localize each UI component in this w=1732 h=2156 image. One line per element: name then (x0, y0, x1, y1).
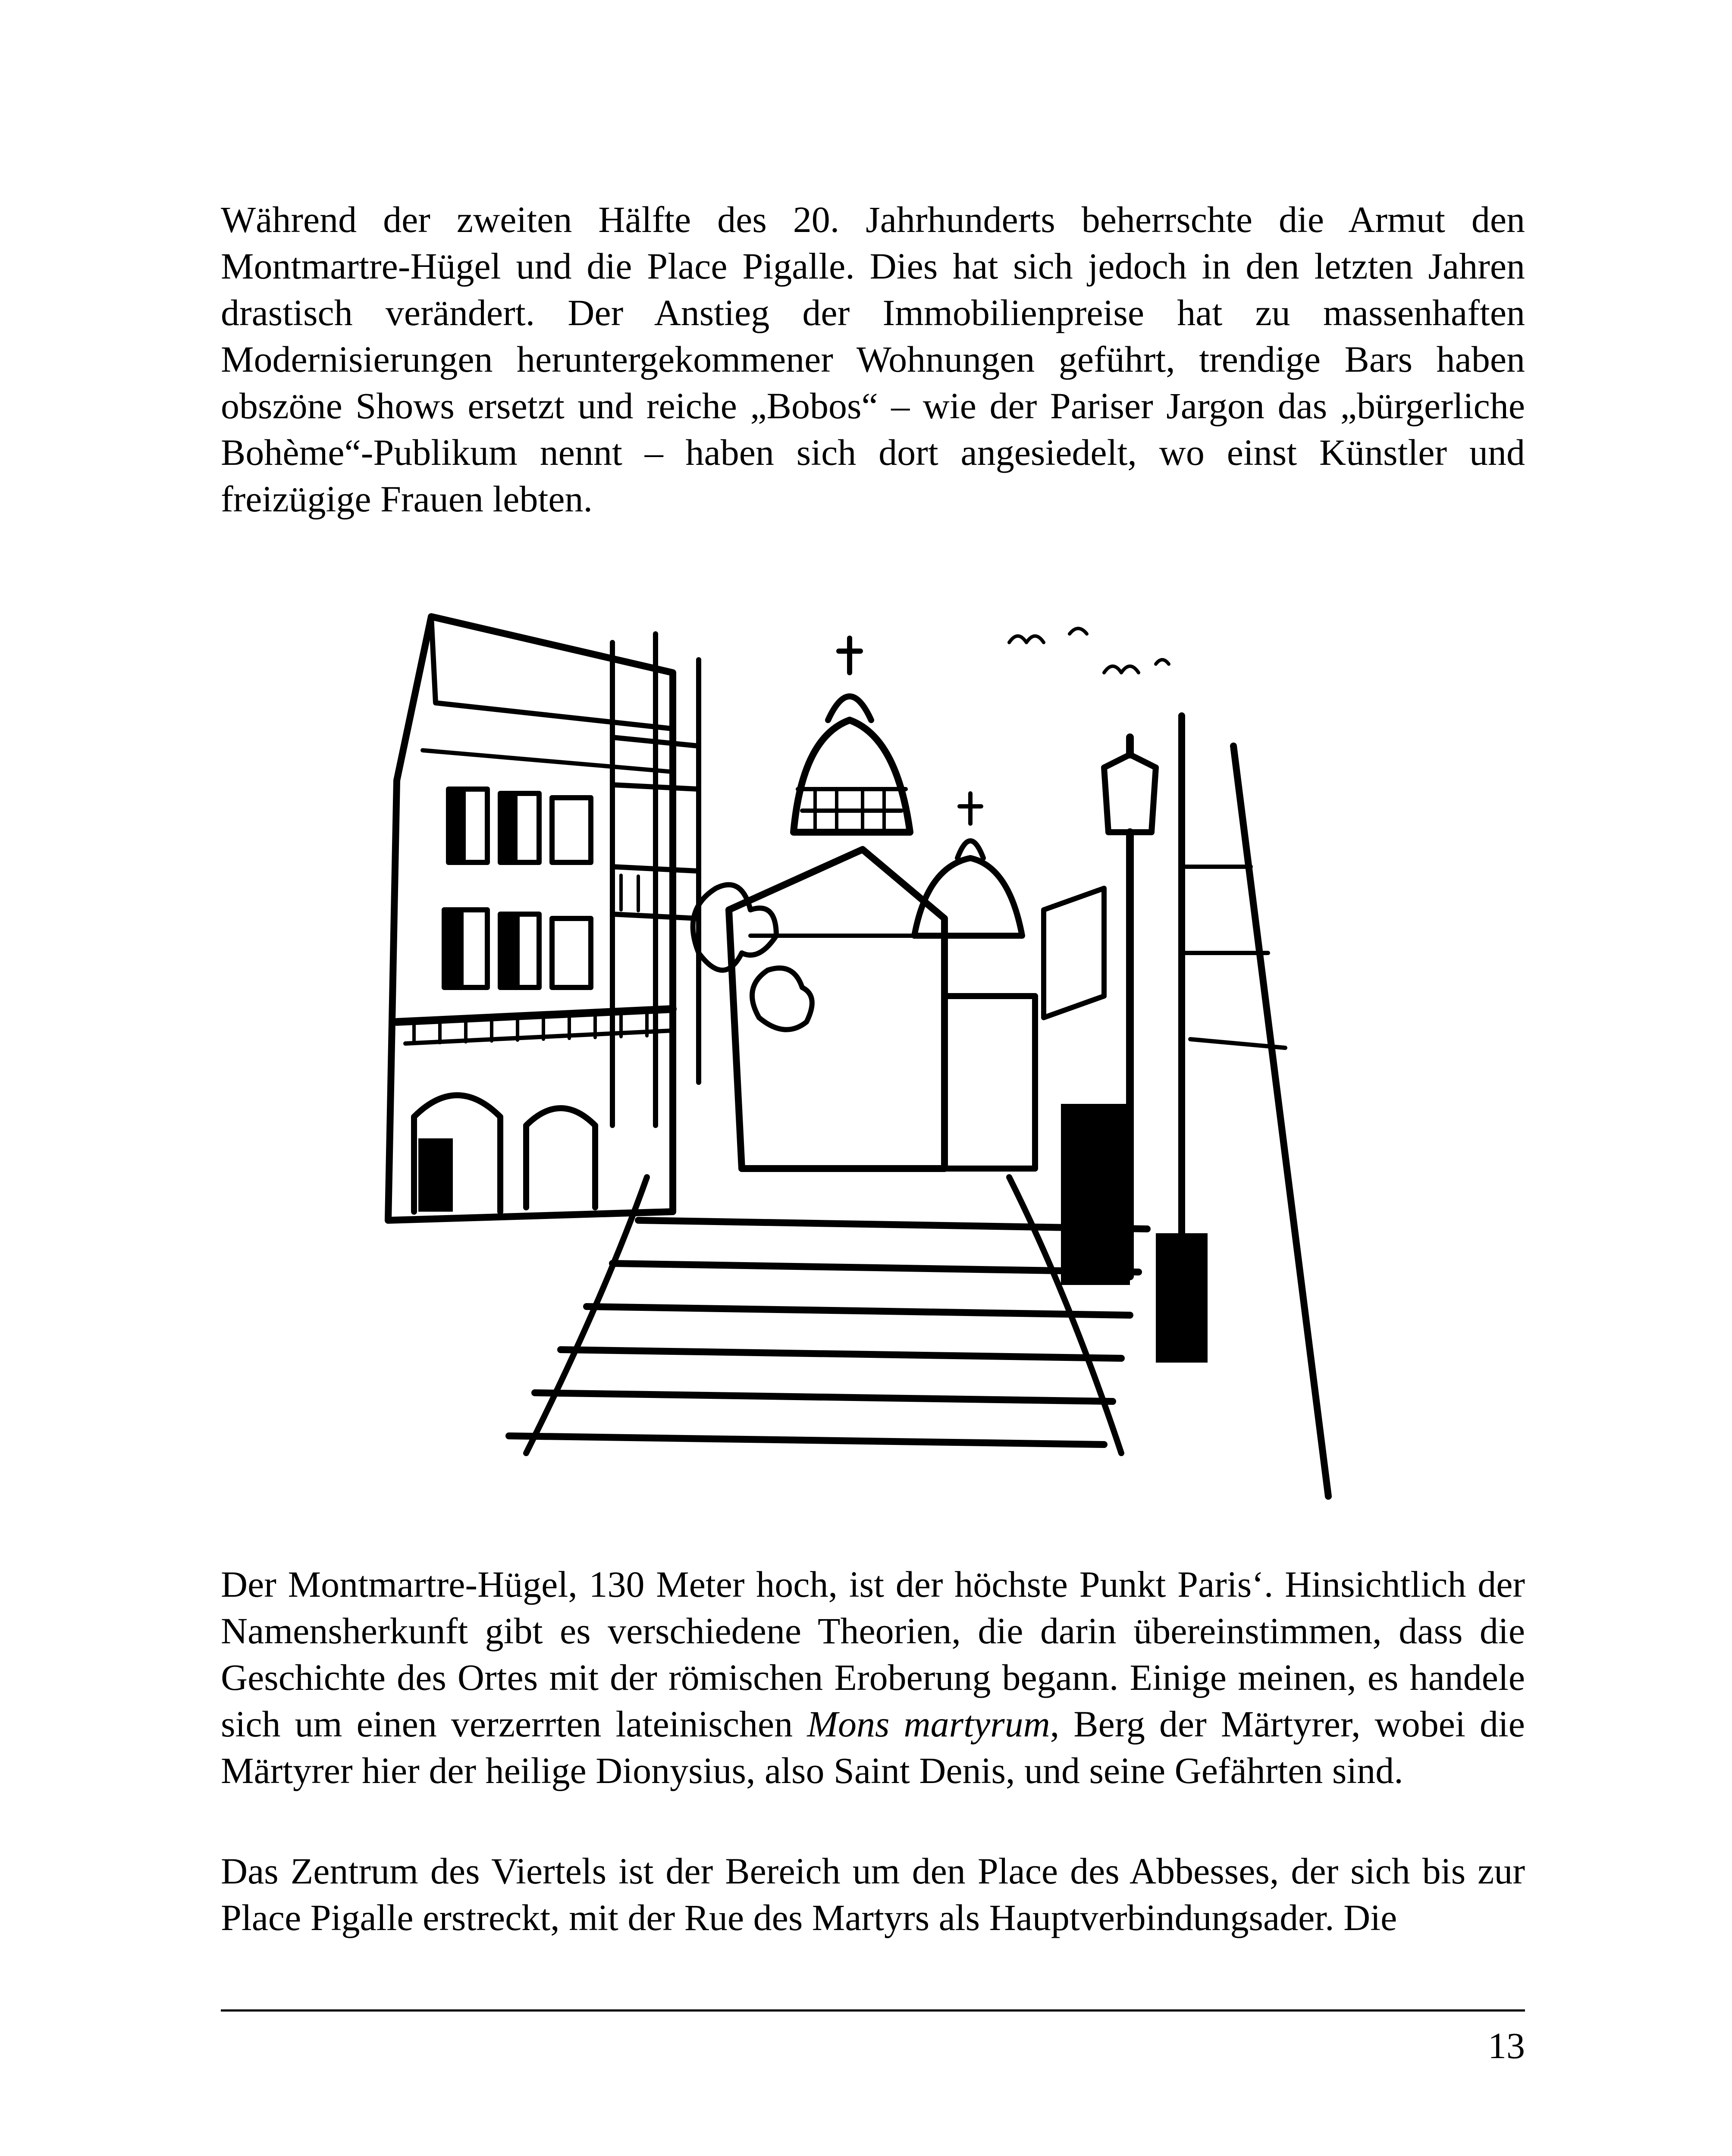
footer-rule (221, 2009, 1525, 2012)
page-number: 13 (1488, 2025, 1525, 2066)
paragraph-2 (221, 1561, 1525, 1794)
paragraph-2-latin-term: Mons martyrum (807, 1703, 1050, 1745)
paragraph-3: Das Zentrum des Viertels ist der Bereich um den Place des Abbesses, der sich bis zur Place Pigalle erstreckt, mit der Rue des Martyrs als Hauptverbindungsader. Die (221, 1850, 1525, 1938)
paragraph-2-text-start: Der Montmartre-Hügel, 130 Meter hoch, ist der höchste Punkt Paris‘. Hinsichtlich der Namensherkunft gibt es verschiedene Theorien, die darin übereinstimmen, dass die Geschichte des Ortes mit der römischen Eroberung begann. Einige meinen, es handele sich um einen verzerrten lateinischen (221, 1564, 1525, 1745)
montmartre-illustration (371, 608, 1393, 1505)
paragraph-1: Während der zweiten Hälfte des 20. Jahrhunderts beherrschte die Armut den Montmartre-Hügel und die Place Pigalle. Dies hat sich jedoch in den letzten Jahren drastisch verändert. Der Anstieg der Immobilienpreise hat zu massenhaften Modernisierungen heruntergekommener Wohnungen geführt, trendige Bars haben obszöne Shows ersetzt und reiche „Bobos“ – wie der Pariser Jargon das „bürgerliche Bohème“-Publikum nennt – haben sich dort angesiedelt, wo einst Künstler und freizügige Frauen lebten. (221, 199, 1525, 520)
paragraph-2-text-end: , Berg der Märtyrer, wobei die Märtyrer hier der heilige Dionysius, also Saint Denis, und seine Gefährten sind. (221, 1703, 1525, 1791)
